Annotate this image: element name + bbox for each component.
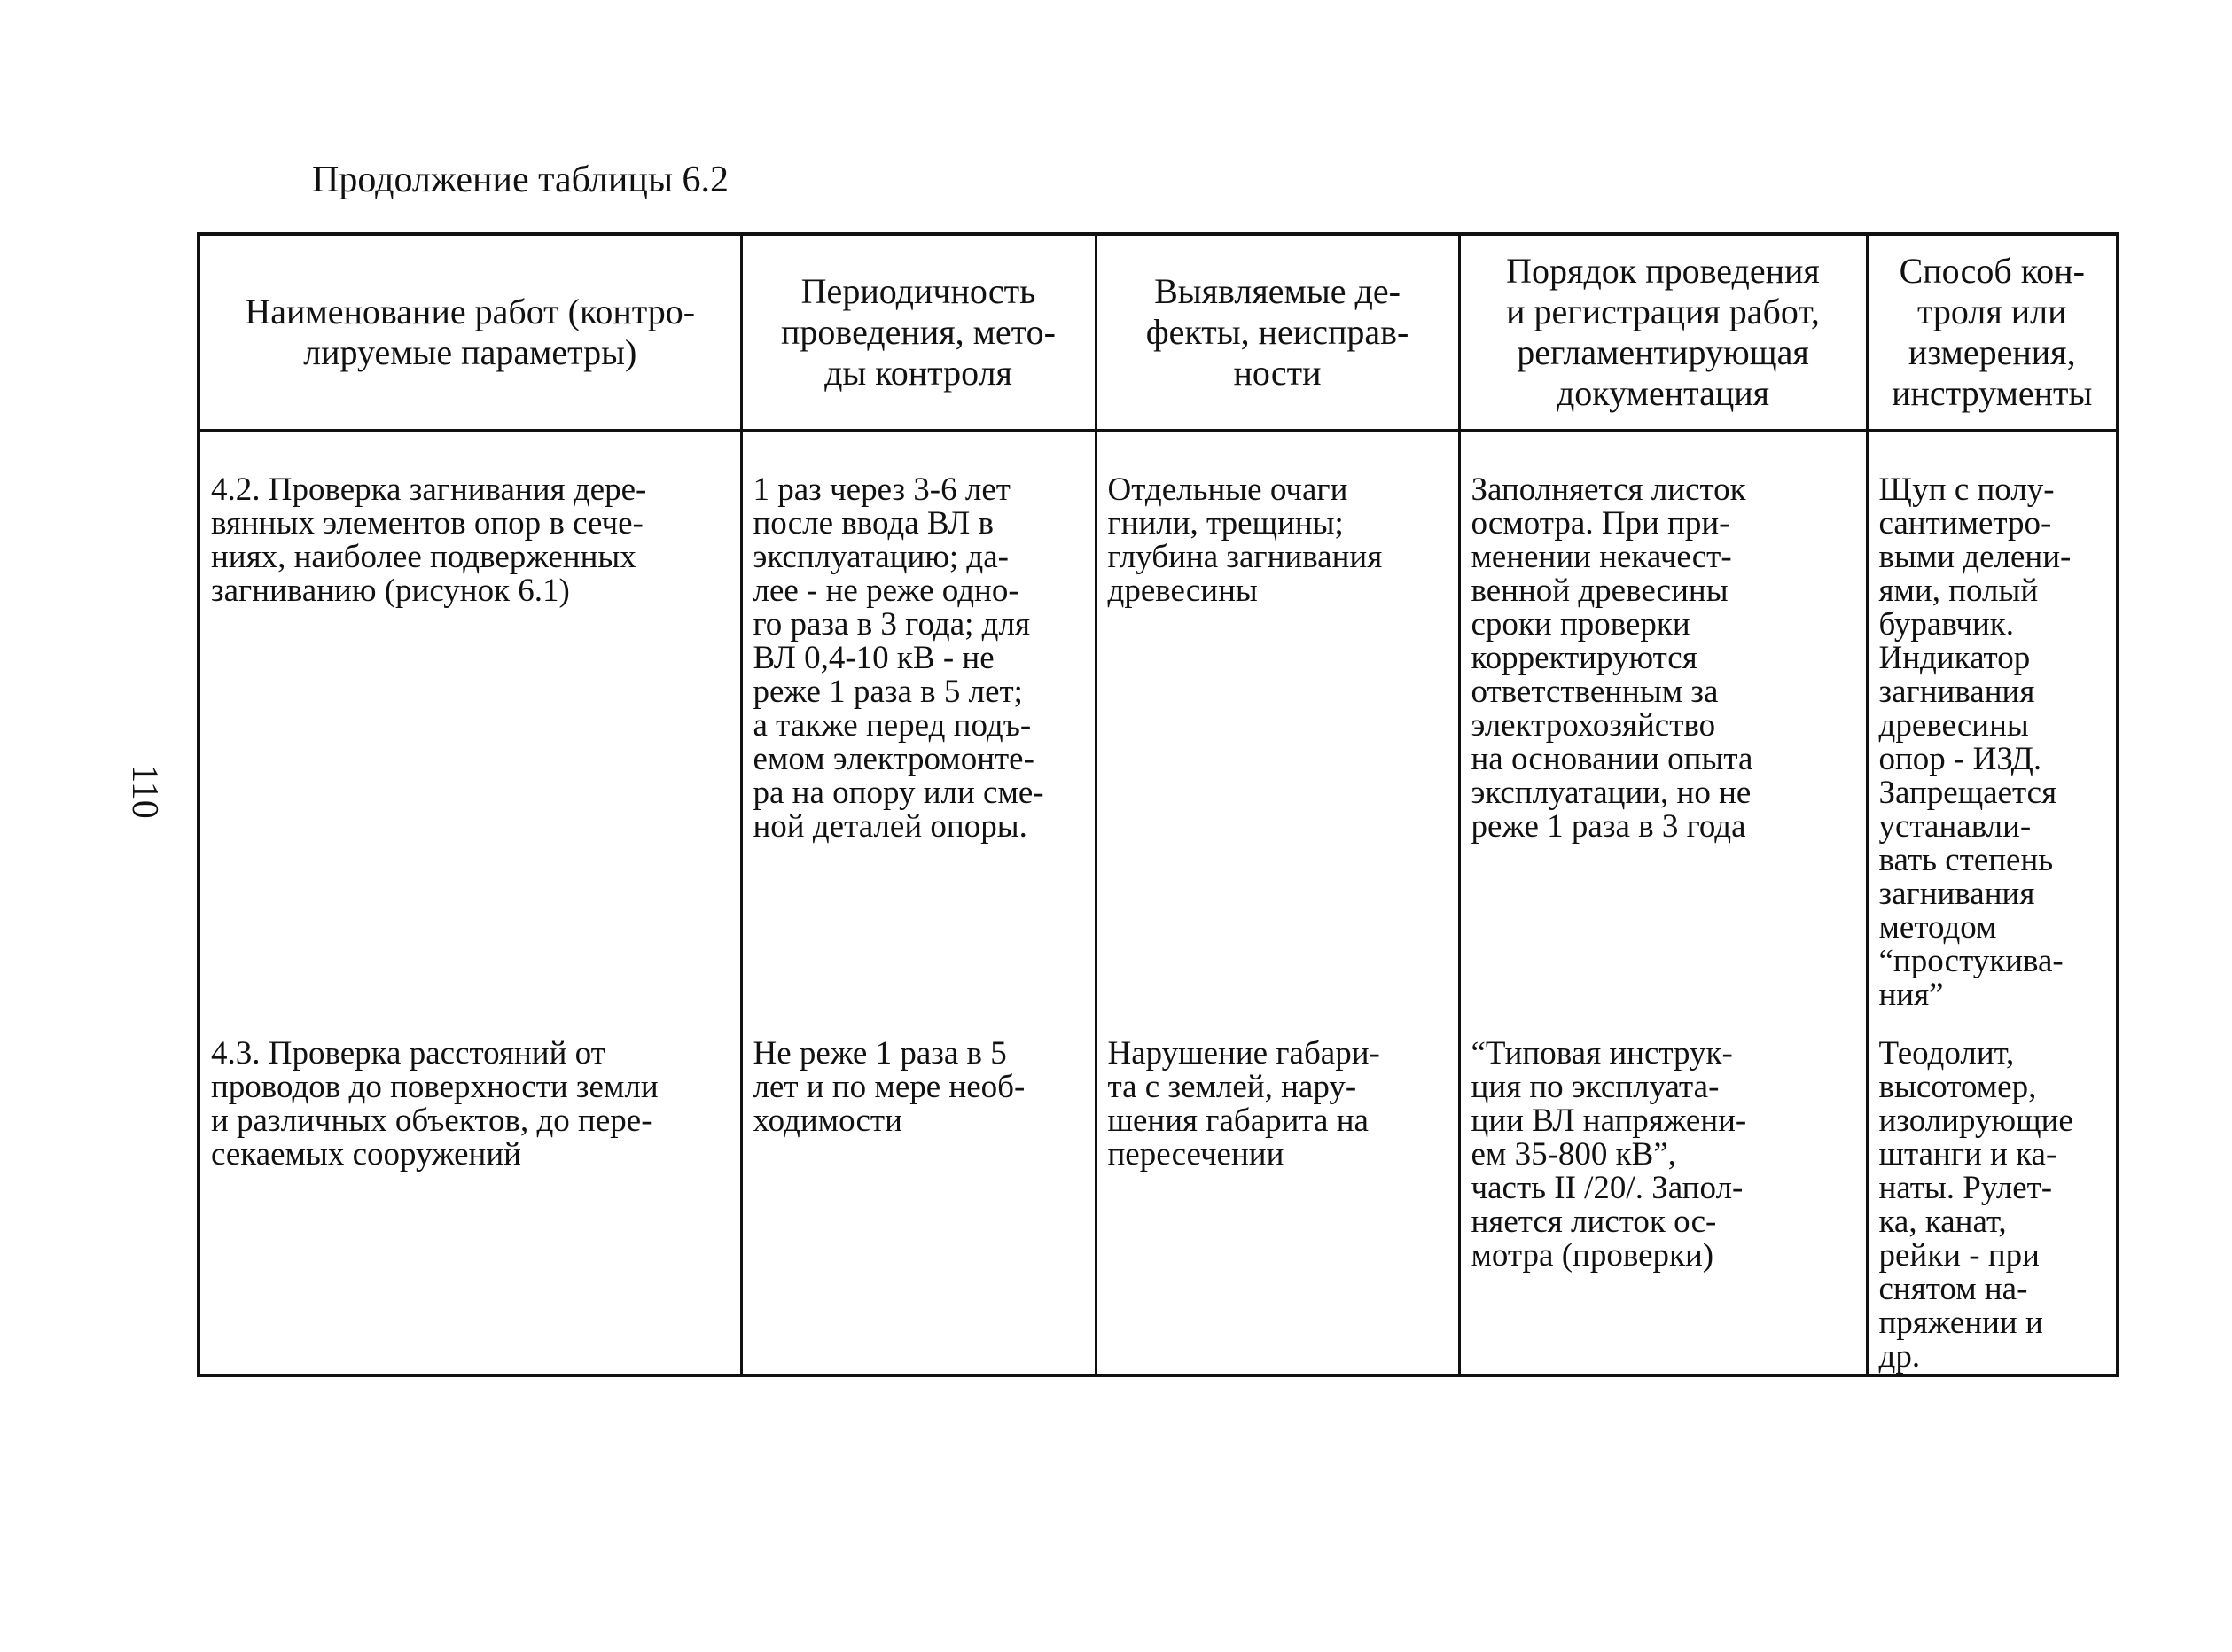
cell-defects: Нарушение габари- та с землей, нару- шения габарита на пересечении [1096, 1021, 1459, 1375]
cell-instruments: Теодолит, высотомер, изолирующие штанги и ка- наты. Рулет- ка, канат, рейки - при снятом на- пряжении и др. [1867, 1021, 2118, 1375]
header-work-name: Наименование работ (контро- лируемые параметры) [199, 234, 741, 431]
header-procedure: Порядок проведения и регистрация работ, регламентирующая документация [1459, 234, 1867, 431]
inspection-table [197, 232, 2119, 1377]
cell-work-name: 4.2. Проверка загнивания дере- вянных элементов опор в сече- ниях, наиболее подверженных загниванию (рисунок 6.1) [199, 431, 741, 1021]
cell-work-name: 4.3. Проверка расстояний от проводов до поверхности земли и различных объектов, до пере- секаемых сооружений [199, 1021, 741, 1375]
cell-defects: Отдельные очаги гнили, трещины; глубина загнивания древесины [1096, 431, 1459, 1021]
cell-periodicity: 1 раз через 3-6 лет после ввода ВЛ в эксплуатацию; да- лее - не реже одно- го раза в 3 года; для ВЛ 0,4-10 кВ - не реже 1 раза в 5 лет; а также перед подъ- емом электромонте- ра на опору или сме- ной деталей опоры. [741, 431, 1096, 1021]
header-defects: Выявляемые де- фекты, неисправ- ности [1096, 234, 1459, 431]
header-instruments: Способ кон- троля или измерения, инструменты [1867, 234, 2118, 431]
table-row [199, 431, 2118, 1021]
cell-instruments: Щуп с полу- сантиметро- выми делени- ями, полый буравчик. Индикатор загнивания древесины опор - ИЗД. Запрещается устанавли- вать степень загнивания методом “простукива- ния” [1867, 431, 2118, 1021]
table-row [199, 1021, 2118, 1375]
table-header-row [199, 234, 2118, 431]
page-number: 110 [124, 764, 165, 819]
cell-procedure: “Типовая инструк- ция по эксплуата- ции ВЛ напряжени- ем 35-800 кВ”, часть II /20/. Запол- няется листок ос- мотра (проверки) [1459, 1021, 1867, 1375]
cell-procedure: Заполняется листок осмотра. При при- менении некачест- венной древесины сроки проверки корректируются ответственным за электрохозяйство на основании опыта эксплуатации, но не реже 1 раза в 3 года [1459, 431, 1867, 1021]
header-periodicity: Периодичность проведения, мето- ды контроля [741, 234, 1096, 431]
cell-periodicity: Не реже 1 раза в 5 лет и по мере необ- ходимости [741, 1021, 1096, 1375]
table-caption: Продолжение таблицы 6.2 [312, 160, 730, 200]
